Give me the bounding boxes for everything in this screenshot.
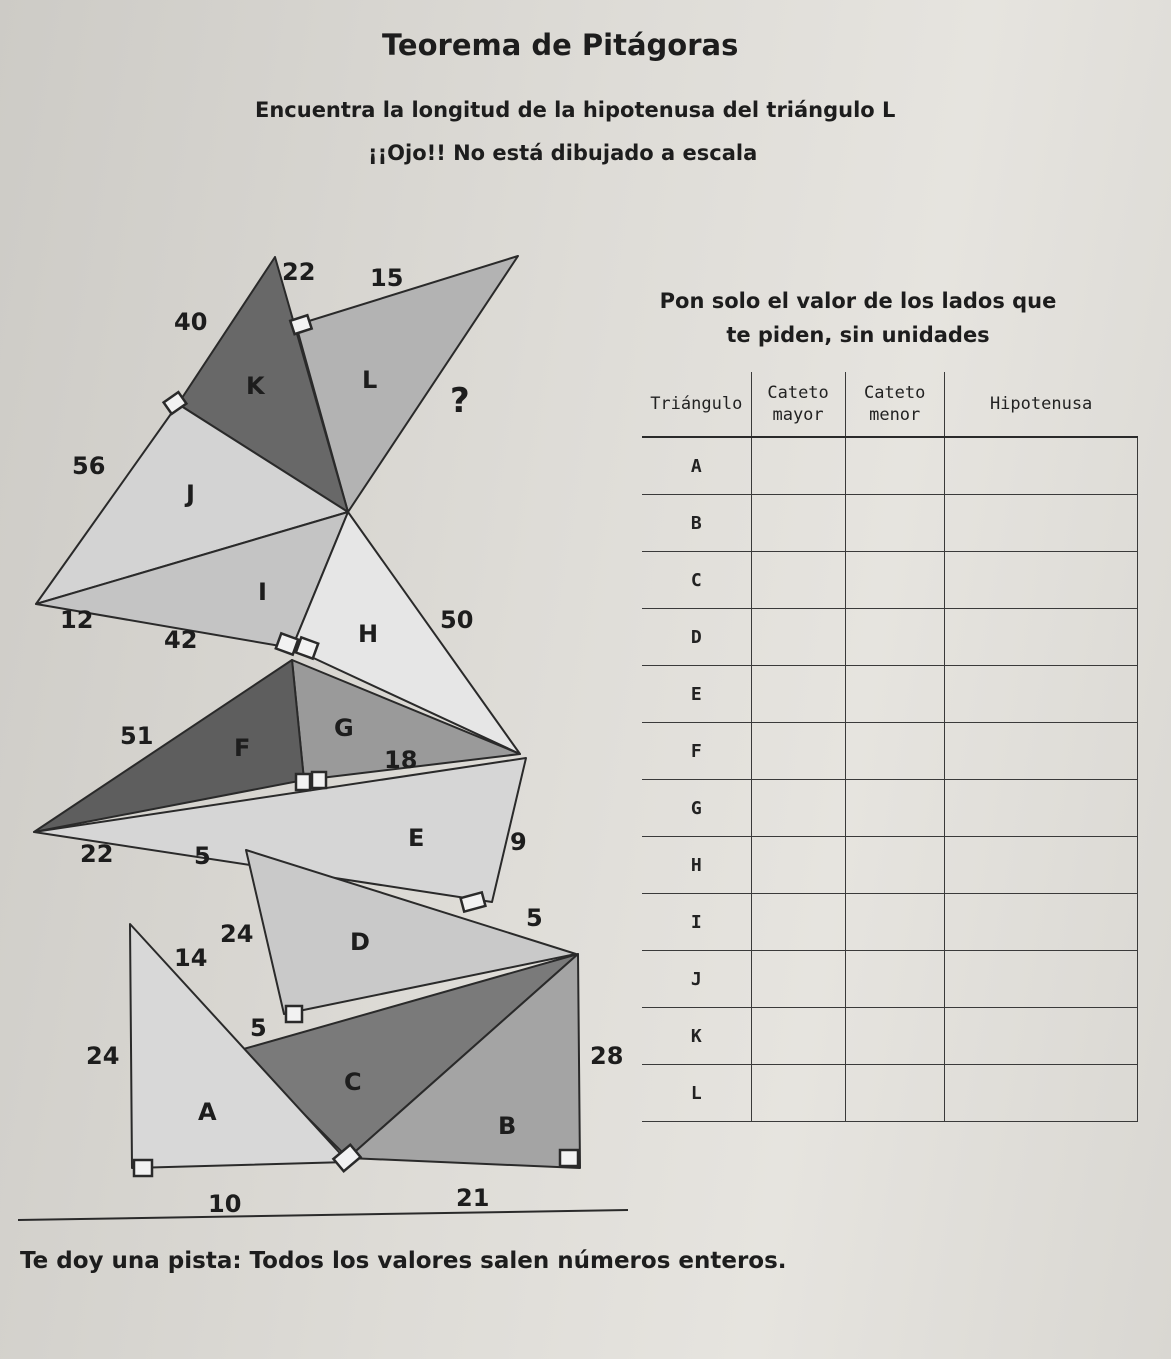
answer-cell-hypotenuse[interactable] [944, 495, 1137, 552]
answer-cell-leg-minor[interactable] [845, 837, 944, 894]
side-label: 56 [72, 452, 106, 480]
answer-cell-leg-minor[interactable] [845, 552, 944, 609]
answer-cell-leg-major[interactable] [751, 437, 845, 495]
side-label: 12 [60, 606, 94, 634]
table-row [642, 666, 1138, 723]
pythagoras-spiral-figure [0, 240, 640, 1230]
answer-cell-leg-minor[interactable] [845, 609, 944, 666]
right-angle-mark [286, 1006, 302, 1022]
side-label: 22 [80, 840, 114, 868]
answer-cell-leg-major[interactable] [751, 609, 845, 666]
answer-cell-hypotenuse[interactable] [944, 894, 1137, 951]
answer-cell-leg-major[interactable] [751, 552, 845, 609]
right-angle-mark [134, 1160, 152, 1176]
triangle-label-B: B [498, 1112, 517, 1140]
row-label: K [642, 1008, 751, 1065]
table-row [642, 1008, 1138, 1065]
answer-cell-leg-major[interactable] [751, 780, 845, 837]
header-leg-minor-line2: menor [869, 405, 921, 425]
table-row [642, 894, 1138, 951]
side-label: 5 [250, 1014, 267, 1042]
triangle-label-F: F [234, 734, 251, 762]
triangle-label-H: H [358, 620, 379, 648]
triangle-label-G: G [334, 714, 354, 742]
answer-cell-hypotenuse[interactable] [944, 552, 1137, 609]
header-leg-major-line1: Cateto [767, 383, 829, 403]
triangle-label-A: A [198, 1098, 217, 1126]
page-subtitle: Encuentra la longitud de la hipotenusa del triángulo L [255, 98, 896, 122]
answer-cell-leg-major[interactable] [751, 1008, 845, 1065]
answer-cell-leg-major[interactable] [751, 723, 845, 780]
answer-cell-hypotenuse[interactable] [944, 837, 1137, 894]
unknown-hypotenuse-mark: ? [450, 381, 470, 421]
answer-cell-leg-major[interactable] [751, 894, 845, 951]
triangle-label-L: L [362, 366, 378, 394]
right-angle-mark [312, 772, 326, 788]
side-label: 21 [456, 1184, 490, 1212]
triangle-shapes [34, 256, 580, 1168]
row-label: D [642, 609, 751, 666]
scale-warning: ¡¡Ojo!! No está dibujado a escala [368, 141, 758, 165]
header-triangle: Triángulo [642, 372, 751, 437]
answer-cell-leg-major[interactable] [751, 1065, 845, 1122]
side-label: 22 [282, 258, 316, 286]
triangle-label-E: E [408, 824, 425, 852]
side-label: 14 [174, 944, 208, 972]
table-row [642, 1065, 1138, 1122]
table-row [642, 495, 1138, 552]
side-label: 18 [384, 746, 418, 774]
answer-cell-leg-major[interactable] [751, 951, 845, 1008]
table-row [642, 552, 1138, 609]
row-label: I [642, 894, 751, 951]
answer-table-container [642, 372, 1138, 1122]
triangle-label-C: C [344, 1068, 362, 1096]
row-label: H [642, 837, 751, 894]
answer-cell-hypotenuse[interactable] [944, 951, 1137, 1008]
table-row [642, 780, 1138, 837]
row-label: C [642, 552, 751, 609]
answer-cell-hypotenuse[interactable] [944, 1065, 1137, 1122]
side-label: 24 [220, 920, 254, 948]
row-label: G [642, 780, 751, 837]
side-label: 28 [590, 1042, 624, 1070]
answer-cell-leg-major[interactable] [751, 837, 845, 894]
side-label: 5 [194, 842, 211, 870]
answer-cell-hypotenuse[interactable] [944, 1008, 1137, 1065]
answer-cell-leg-minor[interactable] [845, 437, 944, 495]
answer-cell-leg-minor[interactable] [845, 780, 944, 837]
header-leg-major-line2: mayor [772, 405, 824, 425]
answer-cell-leg-minor[interactable] [845, 894, 944, 951]
answer-cell-leg-minor[interactable] [845, 495, 944, 552]
answer-cell-leg-major[interactable] [751, 495, 845, 552]
table-row [642, 951, 1138, 1008]
header-leg-minor-line1: Cateto [863, 383, 926, 403]
answer-cell-hypotenuse[interactable] [944, 723, 1137, 780]
answer-table [642, 372, 1138, 1122]
table-row [642, 723, 1138, 780]
answer-cell-leg-minor[interactable] [845, 1065, 944, 1122]
triangle-label-I: I [258, 578, 267, 606]
row-label: E [642, 666, 751, 723]
answer-cell-leg-minor[interactable] [845, 723, 944, 780]
triangle-label-J: J [186, 480, 195, 508]
instruction-text: Pon solo el valor de los lados que te piden, sin unidades [659, 289, 1057, 347]
table-row [642, 609, 1138, 666]
side-label: 15 [370, 264, 404, 292]
table-header-row [642, 372, 1138, 437]
row-label: F [642, 723, 751, 780]
hint-text: Te doy una pista: Todos los valores salen números enteros. [20, 1248, 787, 1274]
answer-cell-hypotenuse[interactable] [944, 437, 1137, 495]
side-label: 9 [510, 828, 527, 856]
answer-cell-hypotenuse[interactable] [944, 666, 1137, 723]
side-label: 5 [526, 904, 543, 932]
triangle-label-D: D [350, 928, 370, 956]
answer-cell-leg-major[interactable] [751, 666, 845, 723]
answer-cell-hypotenuse[interactable] [944, 780, 1137, 837]
triangle-label-K: K [246, 372, 265, 400]
side-label: 50 [440, 606, 474, 634]
header-leg-major [751, 372, 845, 437]
answer-cell-hypotenuse[interactable] [944, 609, 1137, 666]
side-label: 10 [208, 1190, 242, 1218]
side-label: 24 [86, 1042, 120, 1070]
answer-cell-leg-minor[interactable] [845, 666, 944, 723]
row-label: B [642, 495, 751, 552]
row-label: J [642, 951, 751, 1008]
right-angle-mark [560, 1150, 578, 1166]
right-angle-mark [296, 774, 310, 790]
header-hypotenuse: Hipotenusa [944, 372, 1137, 437]
side-label: 51 [120, 722, 154, 750]
row-label: A [642, 437, 751, 495]
row-label: L [642, 1065, 751, 1122]
header-leg-minor [845, 372, 944, 437]
answer-cell-leg-minor[interactable] [845, 951, 944, 1008]
side-label: 40 [174, 308, 208, 336]
page-title: Teorema de Pitágoras [382, 28, 739, 62]
answer-cell-leg-minor[interactable] [845, 1008, 944, 1065]
baseline [18, 1210, 628, 1220]
table-row [642, 837, 1138, 894]
side-label: 42 [164, 626, 198, 654]
table-row [642, 437, 1138, 495]
